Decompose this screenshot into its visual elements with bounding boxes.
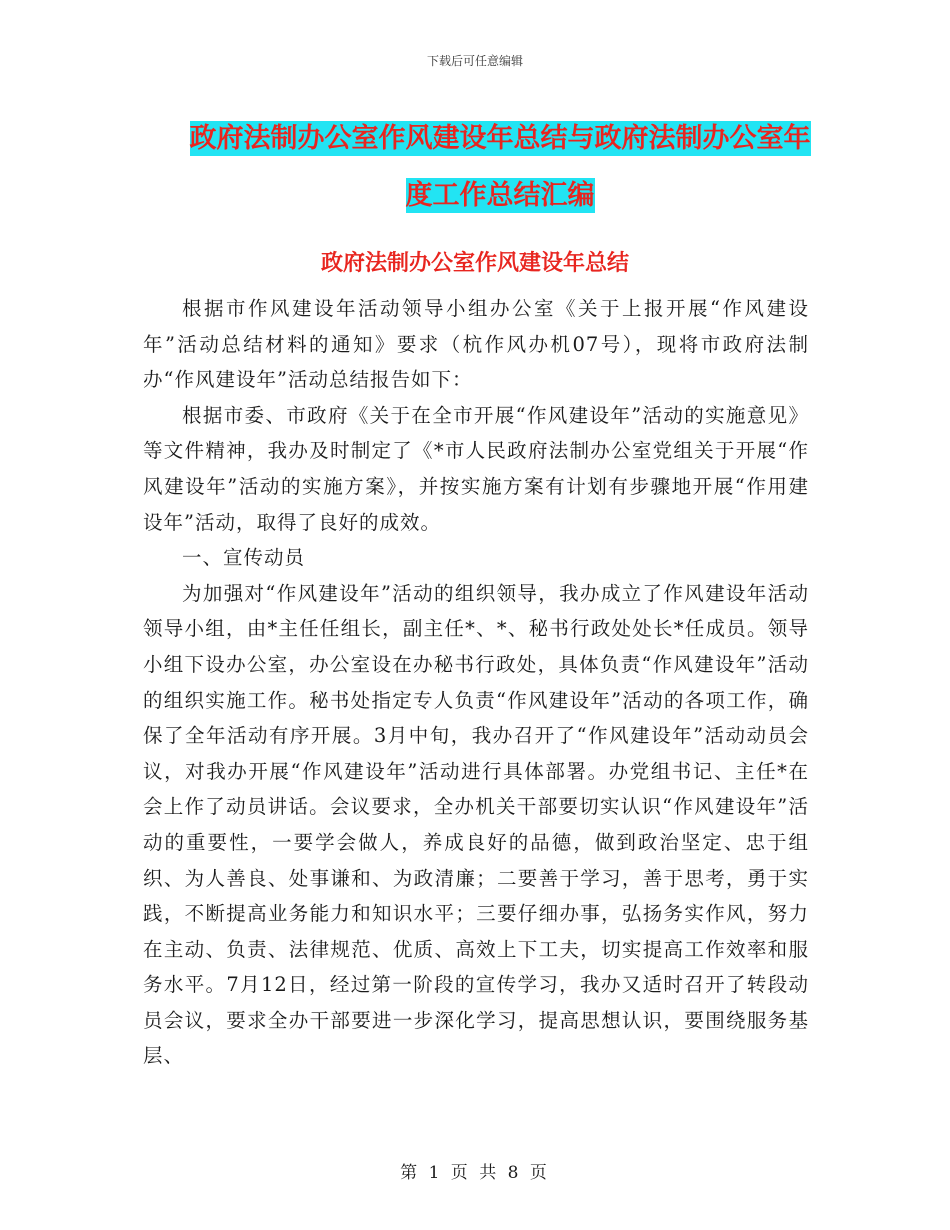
page-number-footer: 第 1 页 共 8 页 — [400, 1163, 550, 1183]
paragraph-1: 根据市作风建设年活动领导小组办公室《关于上报开展“作风建设年”活动总结材料的通知》要求（杭作风办机07号），现将市政府法制办“作风建设年”活动总结报告如下： — [143, 297, 809, 392]
document-body — [143, 291, 809, 1074]
section-heading-publicity: 一、宣传动员 — [182, 546, 306, 570]
page-header-note: 下载后可任意编辑 — [426, 54, 523, 68]
section-title: 政府法制办公室作风建设年总结 — [320, 251, 629, 276]
paragraph-2: 根据市委、市政府《关于在全市开展“作风建设年”活动的实施意见》等文件精神，我办及时制定了《*市人民政府法制办公室党组关于开展“作风建设年”活动的实施方案》，并按实施方案有计划有步骤地开展“作用建设年”活动，取得了良好的成效。 — [143, 403, 809, 534]
document-title — [186, 110, 814, 224]
document-title-line-1: 政府法制办公室作风建设年总结与政府法制办公室年 — [189, 123, 811, 154]
paragraph-3: 为加强对“作风建设年”活动的组织领导，我办成立了作风建设年活动领导小组，由*主任任组长，副主任*、*、秘书行政处处长*任成员。领导小组下设办公室，办公室设在办秘书行政处，具体负责“作风建设年”活动的组织实施工作。秘书处指定专人负责“作风建设年”活动的各项工作，确保了全年活动有序开展。3月中旬，我办召开了“作风建设年”活动动员会议，对我办开展“作风建设年”活动进行具体部署。办党组书记、主任*在会上作了动员讲话。会议要求，全办机关干部要切实认识“作风建设年”活动的重要性，一要学会做人，养成良好的品德，做到政治坚定、忠于组织、为人善良、处事谦和、为政清廉；二要善于学习，善于思考，勇于实践，不断提高业务能力和知识水平；三要仔细办事，弘扬务实作风，努力在主动、负责、法律规范、优质、高效上下工夫，切实提高工作效率和服务水平。7月12日，经过第一阶段的宣传学习，我办又适时召开了转段动员会议，要求全办干部要进一步深化学习，提高思想认识，要围绕服务基层、 — [143, 581, 809, 1068]
document-title-line-2: 度工作总结汇编 — [405, 180, 595, 211]
